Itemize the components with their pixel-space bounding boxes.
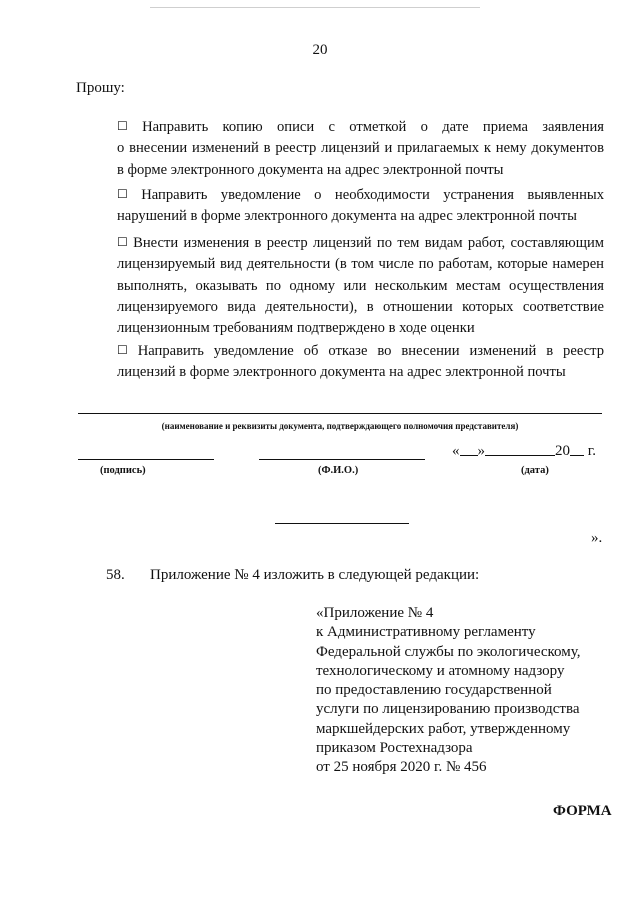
option-line: лицензионным требованиям подтверждено в ходе оценки [117, 320, 475, 337]
date-caption: (дата) [521, 465, 549, 476]
day-blank[interactable] [460, 442, 478, 456]
signature-field-line[interactable] [78, 459, 214, 460]
appendix-line: маркшейдерских работ, утвержденному [316, 720, 571, 737]
option-line: лицензий в форме электронного документа на адрес электронной почты [117, 364, 566, 381]
request-heading: Прошу: [76, 80, 125, 96]
option-line: в форме электронного документа на адрес электронной почты [117, 161, 504, 178]
option-line: лицензируемый вид деятельности (в том числе по работам, которые намерен [117, 256, 604, 273]
date-field[interactable]: « » 20 г. [452, 443, 596, 459]
appendix-line: Федеральной службы по экологическому, [316, 643, 581, 660]
closing-quote: ». [591, 530, 603, 546]
option-violation-notice [76, 184, 604, 228]
option-line: ☐ Направить копию описи с отметкой о дате приема заявления [117, 119, 604, 135]
representative-field-line[interactable] [78, 413, 602, 414]
appendix-header [316, 604, 616, 778]
year-blank[interactable] [570, 442, 584, 456]
appendix-line: от 25 ноября 2020 г. № 456 [316, 759, 487, 776]
extra-field-line[interactable] [275, 523, 409, 524]
representative-caption: (наименование и реквизиты документа, подтверждающего полномочия представителя) [161, 421, 519, 431]
appendix-line: услуги по лицензированию производства [316, 701, 580, 718]
appendix-line: по предоставлению государственной [316, 682, 552, 699]
appendix-line: приказом Ростехнадзора [316, 740, 473, 757]
form-label: ФОРМА [553, 803, 612, 819]
option-line: ☐ Направить уведомление о необходимости устранения выявленных [117, 187, 604, 203]
month-blank[interactable] [485, 442, 555, 456]
checkbox-icon[interactable]: ☐ [117, 187, 128, 201]
fio-caption: (Ф.И.О.) [318, 465, 359, 476]
option-refusal-notice [76, 340, 604, 384]
item-number: 58. [106, 567, 125, 583]
option-copy-inventory [76, 116, 604, 181]
page-number: 20 [312, 42, 328, 58]
option-line: ☐ Направить уведомление об отказе во внесении изменений в реестр [117, 343, 604, 359]
item-text: Приложение № 4 изложить в следующей редакции: [150, 567, 480, 583]
option-line: нарушений в форме электронного документа на адрес электронной почты [117, 208, 577, 225]
top-edge-rule [150, 7, 480, 8]
fio-field-line[interactable] [259, 459, 425, 460]
signature-caption: (подпись) [100, 465, 146, 476]
appendix-line: «Приложение № 4 [316, 605, 434, 621]
checkbox-icon[interactable]: ☐ [117, 235, 128, 249]
option-line: о внесении изменений в реестр лицензий и прилагаемых к нему документов [117, 140, 604, 157]
option-line: ☐ Внести изменения в реестр лицензий по тем видам работ, составляющим [117, 235, 604, 251]
option-register-changes [76, 232, 604, 339]
checkbox-icon[interactable]: ☐ [117, 343, 128, 357]
option-line: лицензируемого вида деятельности), в отношении которых соответствие [117, 298, 604, 315]
option-line: выполнять, оказывать по одному или нескольким местам осуществления [117, 277, 604, 294]
checkbox-icon[interactable]: ☐ [117, 119, 128, 133]
appendix-line: к Административному регламенту [316, 624, 536, 641]
appendix-line: технологическому и атомному надзору [316, 662, 565, 679]
